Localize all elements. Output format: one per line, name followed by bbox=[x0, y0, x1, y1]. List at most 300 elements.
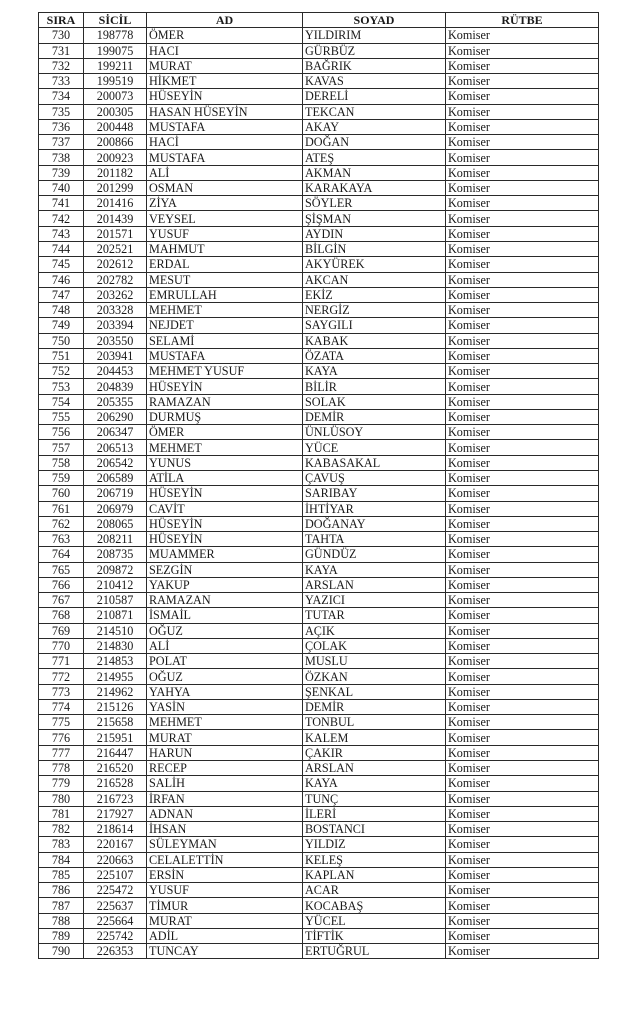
cell-sicil: 200448 bbox=[84, 119, 147, 134]
cell-soyad: KELEŞ bbox=[303, 852, 446, 867]
cell-sicil: 206589 bbox=[84, 470, 147, 485]
cell-soyad: KABAK bbox=[303, 333, 446, 348]
table-row bbox=[39, 394, 599, 409]
cell-sicil: 210871 bbox=[84, 608, 147, 623]
cell-soyad: KABASAKAL bbox=[303, 455, 446, 470]
table-row bbox=[39, 837, 599, 852]
cell-sicil: 216447 bbox=[84, 745, 147, 760]
cell-rutbe: Komiser bbox=[446, 852, 599, 867]
cell-soyad: TUTAR bbox=[303, 608, 446, 623]
cell-soyad: BOSTANCI bbox=[303, 822, 446, 837]
cell-rutbe: Komiser bbox=[446, 119, 599, 134]
cell-sicil: 214962 bbox=[84, 684, 147, 699]
cell-soyad: DERELİ bbox=[303, 89, 446, 104]
cell-rutbe: Komiser bbox=[446, 470, 599, 485]
cell-sicil: 220663 bbox=[84, 852, 147, 867]
cell-ad: YUSUF bbox=[147, 226, 303, 241]
cell-sira: 750 bbox=[39, 333, 84, 348]
table-row bbox=[39, 699, 599, 714]
cell-ad: YASİN bbox=[147, 699, 303, 714]
table-row bbox=[39, 623, 599, 638]
cell-ad: MUSTAFA bbox=[147, 150, 303, 165]
cell-rutbe: Komiser bbox=[446, 486, 599, 501]
cell-sira: 755 bbox=[39, 409, 84, 424]
cell-sira: 789 bbox=[39, 928, 84, 943]
cell-soyad: YÜCE bbox=[303, 440, 446, 455]
table-row bbox=[39, 654, 599, 669]
cell-soyad: ŞENKAL bbox=[303, 684, 446, 699]
cell-soyad: YILDIZ bbox=[303, 837, 446, 852]
table-row bbox=[39, 58, 599, 73]
table-row bbox=[39, 730, 599, 745]
cell-ad: YAHYA bbox=[147, 684, 303, 699]
header-sira: SIRA bbox=[39, 13, 84, 28]
cell-soyad: DEMİR bbox=[303, 409, 446, 424]
cell-soyad: ÇAKIR bbox=[303, 745, 446, 760]
cell-ad: RAMAZAN bbox=[147, 394, 303, 409]
cell-rutbe: Komiser bbox=[446, 532, 599, 547]
cell-rutbe: Komiser bbox=[446, 180, 599, 195]
cell-ad: İSMAİL bbox=[147, 608, 303, 623]
cell-sicil: 201416 bbox=[84, 196, 147, 211]
cell-sira: 740 bbox=[39, 180, 84, 195]
table-row bbox=[39, 257, 599, 272]
cell-sira: 754 bbox=[39, 394, 84, 409]
cell-sicil: 225107 bbox=[84, 867, 147, 882]
cell-rutbe: Komiser bbox=[446, 806, 599, 821]
table-row bbox=[39, 272, 599, 287]
cell-sicil: 201439 bbox=[84, 211, 147, 226]
personnel-table bbox=[38, 12, 599, 959]
cell-sira: 785 bbox=[39, 867, 84, 882]
cell-sira: 790 bbox=[39, 944, 84, 959]
cell-rutbe: Komiser bbox=[446, 440, 599, 455]
cell-ad: MEHMET bbox=[147, 303, 303, 318]
cell-soyad: İHTİYAR bbox=[303, 501, 446, 516]
cell-soyad: SAYGILI bbox=[303, 318, 446, 333]
cell-soyad: AKMAN bbox=[303, 165, 446, 180]
cell-soyad: BAĞRIK bbox=[303, 58, 446, 73]
table-row bbox=[39, 593, 599, 608]
cell-soyad: AKYÜREK bbox=[303, 257, 446, 272]
cell-sicil: 201182 bbox=[84, 165, 147, 180]
cell-soyad: KAYA bbox=[303, 562, 446, 577]
cell-ad: RAMAZAN bbox=[147, 593, 303, 608]
cell-rutbe: Komiser bbox=[446, 241, 599, 256]
cell-sira: 746 bbox=[39, 272, 84, 287]
cell-sira: 767 bbox=[39, 593, 84, 608]
cell-ad: ADİL bbox=[147, 928, 303, 943]
cell-ad: POLAT bbox=[147, 654, 303, 669]
table-row bbox=[39, 43, 599, 58]
cell-ad: ZİYA bbox=[147, 196, 303, 211]
cell-ad: ÖMER bbox=[147, 425, 303, 440]
cell-sicil: 200073 bbox=[84, 89, 147, 104]
cell-sicil: 220167 bbox=[84, 837, 147, 852]
cell-soyad: KAVAS bbox=[303, 74, 446, 89]
cell-soyad: GÜNDÜZ bbox=[303, 547, 446, 562]
cell-rutbe: Komiser bbox=[446, 287, 599, 302]
cell-sira: 745 bbox=[39, 257, 84, 272]
cell-sira: 769 bbox=[39, 623, 84, 638]
cell-sicil: 199211 bbox=[84, 58, 147, 73]
cell-soyad: TUNÇ bbox=[303, 791, 446, 806]
cell-rutbe: Komiser bbox=[446, 364, 599, 379]
cell-rutbe: Komiser bbox=[446, 58, 599, 73]
cell-soyad: ARSLAN bbox=[303, 577, 446, 592]
table-row bbox=[39, 104, 599, 119]
cell-soyad: ÇOLAK bbox=[303, 638, 446, 653]
table-row bbox=[39, 303, 599, 318]
cell-sicil: 203262 bbox=[84, 287, 147, 302]
cell-sicil: 202782 bbox=[84, 272, 147, 287]
cell-ad: ERSİN bbox=[147, 867, 303, 882]
cell-soyad: KOCABAŞ bbox=[303, 898, 446, 913]
cell-sira: 732 bbox=[39, 58, 84, 73]
cell-rutbe: Komiser bbox=[446, 303, 599, 318]
table-row bbox=[39, 348, 599, 363]
cell-sira: 762 bbox=[39, 516, 84, 531]
cell-soyad: ATEŞ bbox=[303, 150, 446, 165]
cell-rutbe: Komiser bbox=[446, 455, 599, 470]
cell-ad: ÖMER bbox=[147, 28, 303, 43]
cell-sira: 759 bbox=[39, 470, 84, 485]
cell-sira: 788 bbox=[39, 913, 84, 928]
cell-soyad: ÇAVUŞ bbox=[303, 470, 446, 485]
cell-sicil: 210587 bbox=[84, 593, 147, 608]
cell-sira: 734 bbox=[39, 89, 84, 104]
cell-rutbe: Komiser bbox=[446, 150, 599, 165]
table-row bbox=[39, 852, 599, 867]
cell-sira: 736 bbox=[39, 119, 84, 134]
cell-sira: 783 bbox=[39, 837, 84, 852]
cell-sira: 766 bbox=[39, 577, 84, 592]
cell-rutbe: Komiser bbox=[446, 577, 599, 592]
cell-sira: 772 bbox=[39, 669, 84, 684]
cell-ad: HİKMET bbox=[147, 74, 303, 89]
cell-sira: 761 bbox=[39, 501, 84, 516]
cell-sicil: 208211 bbox=[84, 532, 147, 547]
cell-rutbe: Komiser bbox=[446, 928, 599, 943]
table-body bbox=[39, 28, 599, 959]
cell-sicil: 200866 bbox=[84, 135, 147, 150]
cell-soyad: ŞİŞMAN bbox=[303, 211, 446, 226]
cell-rutbe: Komiser bbox=[446, 638, 599, 653]
cell-sicil: 214510 bbox=[84, 623, 147, 638]
cell-ad: YAKUP bbox=[147, 577, 303, 592]
cell-sicil: 201299 bbox=[84, 180, 147, 195]
cell-rutbe: Komiser bbox=[446, 913, 599, 928]
cell-rutbe: Komiser bbox=[446, 28, 599, 43]
table-row bbox=[39, 455, 599, 470]
cell-sira: 778 bbox=[39, 761, 84, 776]
cell-sira: 784 bbox=[39, 852, 84, 867]
cell-sira: 775 bbox=[39, 715, 84, 730]
cell-sicil: 208065 bbox=[84, 516, 147, 531]
table-row bbox=[39, 577, 599, 592]
cell-sicil: 215658 bbox=[84, 715, 147, 730]
cell-rutbe: Komiser bbox=[446, 944, 599, 959]
cell-sicil: 206513 bbox=[84, 440, 147, 455]
cell-sicil: 204453 bbox=[84, 364, 147, 379]
cell-sira: 748 bbox=[39, 303, 84, 318]
cell-sicil: 200923 bbox=[84, 150, 147, 165]
cell-ad: CAVİT bbox=[147, 501, 303, 516]
table-row bbox=[39, 180, 599, 195]
cell-ad: ATİLA bbox=[147, 470, 303, 485]
header-rutbe: RÜTBE bbox=[446, 13, 599, 28]
cell-ad: SEZGİN bbox=[147, 562, 303, 577]
cell-soyad: GÜRBÜZ bbox=[303, 43, 446, 58]
cell-ad: ALİ bbox=[147, 165, 303, 180]
cell-soyad: KAPLAN bbox=[303, 867, 446, 882]
cell-soyad: BİLGİN bbox=[303, 241, 446, 256]
cell-soyad: ACAR bbox=[303, 883, 446, 898]
cell-ad: CELALETTİN bbox=[147, 852, 303, 867]
cell-sira: 733 bbox=[39, 74, 84, 89]
cell-rutbe: Komiser bbox=[446, 409, 599, 424]
cell-soyad: TEKCAN bbox=[303, 104, 446, 119]
table-row bbox=[39, 318, 599, 333]
table-row bbox=[39, 89, 599, 104]
cell-ad: MURAT bbox=[147, 730, 303, 745]
table-row bbox=[39, 562, 599, 577]
cell-soyad: İLERİ bbox=[303, 806, 446, 821]
table-row bbox=[39, 516, 599, 531]
cell-ad: HACI bbox=[147, 43, 303, 58]
cell-soyad: ERTUĞRUL bbox=[303, 944, 446, 959]
cell-soyad: YILDIRIM bbox=[303, 28, 446, 43]
header-soyad: SOYAD bbox=[303, 13, 446, 28]
header-ad: AD bbox=[147, 13, 303, 28]
table-row bbox=[39, 913, 599, 928]
cell-soyad: EKİZ bbox=[303, 287, 446, 302]
cell-soyad: KAYA bbox=[303, 776, 446, 791]
cell-ad: VEYSEL bbox=[147, 211, 303, 226]
table-row bbox=[39, 333, 599, 348]
cell-ad: İHSAN bbox=[147, 822, 303, 837]
cell-ad: RECEP bbox=[147, 761, 303, 776]
cell-sira: 787 bbox=[39, 898, 84, 913]
cell-ad: HÜSEYİN bbox=[147, 486, 303, 501]
cell-sira: 738 bbox=[39, 150, 84, 165]
cell-sicil: 205355 bbox=[84, 394, 147, 409]
cell-rutbe: Komiser bbox=[446, 898, 599, 913]
cell-ad: MESUT bbox=[147, 272, 303, 287]
cell-sicil: 206719 bbox=[84, 486, 147, 501]
cell-ad: İRFAN bbox=[147, 791, 303, 806]
cell-ad: DURMUŞ bbox=[147, 409, 303, 424]
table-row bbox=[39, 135, 599, 150]
cell-ad: TUNCAY bbox=[147, 944, 303, 959]
table-row bbox=[39, 379, 599, 394]
cell-soyad: ÖZKAN bbox=[303, 669, 446, 684]
table-row bbox=[39, 501, 599, 516]
cell-rutbe: Komiser bbox=[446, 593, 599, 608]
cell-soyad: ÖZATA bbox=[303, 348, 446, 363]
table-row bbox=[39, 944, 599, 959]
cell-sicil: 204839 bbox=[84, 379, 147, 394]
cell-sicil: 214830 bbox=[84, 638, 147, 653]
cell-sicil: 209872 bbox=[84, 562, 147, 577]
cell-rutbe: Komiser bbox=[446, 89, 599, 104]
cell-soyad: DEMİR bbox=[303, 699, 446, 714]
cell-sira: 764 bbox=[39, 547, 84, 562]
cell-sicil: 217927 bbox=[84, 806, 147, 821]
cell-sira: 743 bbox=[39, 226, 84, 241]
cell-sira: 747 bbox=[39, 287, 84, 302]
cell-soyad: DOĞANAY bbox=[303, 516, 446, 531]
cell-soyad: AÇIK bbox=[303, 623, 446, 638]
cell-soyad: MUSLU bbox=[303, 654, 446, 669]
cell-ad: MUSTAFA bbox=[147, 348, 303, 363]
cell-sicil: 199519 bbox=[84, 74, 147, 89]
table-row bbox=[39, 28, 599, 43]
table-row bbox=[39, 409, 599, 424]
cell-sicil: 203941 bbox=[84, 348, 147, 363]
table-row bbox=[39, 761, 599, 776]
cell-sira: 758 bbox=[39, 455, 84, 470]
cell-soyad: ARSLAN bbox=[303, 761, 446, 776]
cell-sicil: 225742 bbox=[84, 928, 147, 943]
cell-sira: 779 bbox=[39, 776, 84, 791]
cell-sicil: 206542 bbox=[84, 455, 147, 470]
cell-soyad: TİFTİK bbox=[303, 928, 446, 943]
cell-sicil: 210412 bbox=[84, 577, 147, 592]
cell-sira: 776 bbox=[39, 730, 84, 745]
cell-rutbe: Komiser bbox=[446, 379, 599, 394]
table-row bbox=[39, 715, 599, 730]
cell-ad: OĞUZ bbox=[147, 623, 303, 638]
cell-ad: EMRULLAH bbox=[147, 287, 303, 302]
table-header-row bbox=[39, 13, 599, 28]
cell-sira: 756 bbox=[39, 425, 84, 440]
cell-ad: MURAT bbox=[147, 58, 303, 73]
cell-sicil: 216528 bbox=[84, 776, 147, 791]
table-row bbox=[39, 150, 599, 165]
table-row bbox=[39, 883, 599, 898]
cell-rutbe: Komiser bbox=[446, 867, 599, 882]
cell-rutbe: Komiser bbox=[446, 211, 599, 226]
table-row bbox=[39, 364, 599, 379]
cell-soyad: DOĞAN bbox=[303, 135, 446, 150]
cell-soyad: KARAKAYA bbox=[303, 180, 446, 195]
cell-rutbe: Komiser bbox=[446, 425, 599, 440]
cell-sira: 765 bbox=[39, 562, 84, 577]
cell-ad: MURAT bbox=[147, 913, 303, 928]
cell-sira: 751 bbox=[39, 348, 84, 363]
cell-sicil: 199075 bbox=[84, 43, 147, 58]
cell-rutbe: Komiser bbox=[446, 74, 599, 89]
cell-sira: 786 bbox=[39, 883, 84, 898]
cell-ad: MEHMET bbox=[147, 440, 303, 455]
cell-sicil: 200305 bbox=[84, 104, 147, 119]
cell-sira: 781 bbox=[39, 806, 84, 821]
cell-ad: HASAN HÜSEYİN bbox=[147, 104, 303, 119]
table-row bbox=[39, 470, 599, 485]
cell-sira: 737 bbox=[39, 135, 84, 150]
table-row bbox=[39, 211, 599, 226]
cell-rutbe: Komiser bbox=[446, 104, 599, 119]
table-row bbox=[39, 532, 599, 547]
cell-sicil: 202612 bbox=[84, 257, 147, 272]
cell-sira: 752 bbox=[39, 364, 84, 379]
cell-rutbe: Komiser bbox=[446, 516, 599, 531]
cell-soyad: KALEM bbox=[303, 730, 446, 745]
cell-sira: 731 bbox=[39, 43, 84, 58]
cell-soyad: KAYA bbox=[303, 364, 446, 379]
cell-rutbe: Komiser bbox=[446, 761, 599, 776]
cell-sira: 773 bbox=[39, 684, 84, 699]
cell-sicil: 206290 bbox=[84, 409, 147, 424]
cell-sicil: 203550 bbox=[84, 333, 147, 348]
cell-rutbe: Komiser bbox=[446, 257, 599, 272]
cell-rutbe: Komiser bbox=[446, 883, 599, 898]
cell-sicil: 216723 bbox=[84, 791, 147, 806]
cell-ad: HÜSEYİN bbox=[147, 532, 303, 547]
cell-sicil: 203328 bbox=[84, 303, 147, 318]
cell-sira: 780 bbox=[39, 791, 84, 806]
cell-rutbe: Komiser bbox=[446, 547, 599, 562]
cell-soyad: YAZICI bbox=[303, 593, 446, 608]
cell-soyad: AKCAN bbox=[303, 272, 446, 287]
cell-soyad: SARIBAY bbox=[303, 486, 446, 501]
cell-sira: 760 bbox=[39, 486, 84, 501]
cell-ad: ALİ bbox=[147, 638, 303, 653]
table-row bbox=[39, 806, 599, 821]
cell-sicil: 201571 bbox=[84, 226, 147, 241]
table-row bbox=[39, 226, 599, 241]
cell-ad: NEJDET bbox=[147, 318, 303, 333]
cell-rutbe: Komiser bbox=[446, 684, 599, 699]
cell-rutbe: Komiser bbox=[446, 196, 599, 211]
cell-ad: OSMAN bbox=[147, 180, 303, 195]
cell-sira: 757 bbox=[39, 440, 84, 455]
cell-rutbe: Komiser bbox=[446, 822, 599, 837]
cell-sira: 771 bbox=[39, 654, 84, 669]
cell-rutbe: Komiser bbox=[446, 394, 599, 409]
cell-sira: 742 bbox=[39, 211, 84, 226]
cell-ad: ERDAL bbox=[147, 257, 303, 272]
table-row bbox=[39, 669, 599, 684]
cell-sira: 777 bbox=[39, 745, 84, 760]
cell-rutbe: Komiser bbox=[446, 730, 599, 745]
cell-ad: HÜSEYİN bbox=[147, 516, 303, 531]
cell-sicil: 202521 bbox=[84, 241, 147, 256]
cell-soyad: YÜCEL bbox=[303, 913, 446, 928]
cell-soyad: SOLAK bbox=[303, 394, 446, 409]
cell-sicil: 208735 bbox=[84, 547, 147, 562]
cell-sira: 735 bbox=[39, 104, 84, 119]
cell-sira: 770 bbox=[39, 638, 84, 653]
cell-ad: SELAMİ bbox=[147, 333, 303, 348]
cell-rutbe: Komiser bbox=[446, 165, 599, 180]
table-row bbox=[39, 898, 599, 913]
cell-rutbe: Komiser bbox=[446, 318, 599, 333]
cell-soyad: NERGİZ bbox=[303, 303, 446, 318]
table-row bbox=[39, 74, 599, 89]
cell-sira: 768 bbox=[39, 608, 84, 623]
cell-rutbe: Komiser bbox=[446, 745, 599, 760]
cell-ad: HACİ bbox=[147, 135, 303, 150]
cell-sicil: 225472 bbox=[84, 883, 147, 898]
cell-rutbe: Komiser bbox=[446, 654, 599, 669]
cell-sicil: 218614 bbox=[84, 822, 147, 837]
cell-sira: 753 bbox=[39, 379, 84, 394]
cell-sira: 739 bbox=[39, 165, 84, 180]
cell-ad: HÜSEYİN bbox=[147, 379, 303, 394]
cell-sira: 744 bbox=[39, 241, 84, 256]
